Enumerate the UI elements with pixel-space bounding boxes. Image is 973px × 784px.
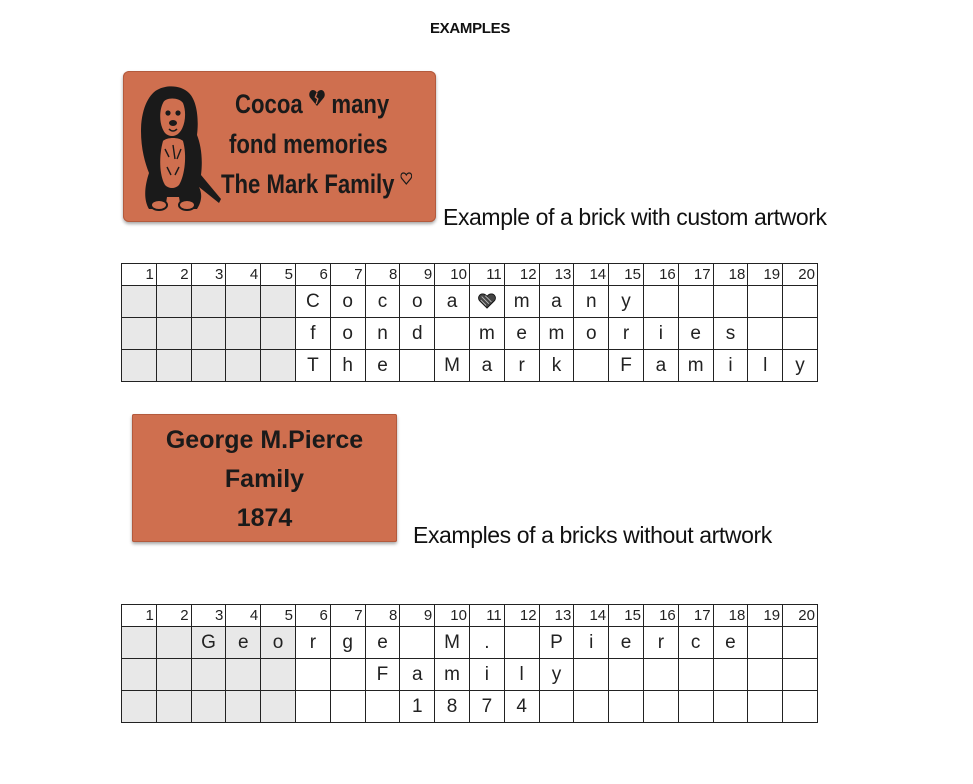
grid-cell: 7 [469,691,504,723]
column-number: 3 [191,605,226,627]
grid-cell: e [365,627,400,659]
grid-cell [261,691,296,723]
grid-cell: r [609,318,644,350]
grid-cell: a [469,350,504,382]
grid-cell: 8 [435,691,470,723]
grid-cell: 4 [504,691,539,723]
grid-cell [435,318,470,350]
grid-cell: s [713,318,748,350]
column-number: 10 [435,605,470,627]
grid-cell: e [713,627,748,659]
grid-cell [261,286,296,318]
grid-cell [783,286,818,318]
column-number: 4 [226,605,261,627]
grid-cell [678,286,713,318]
column-number: 1 [122,605,157,627]
grid-cell [643,286,678,318]
column-number: 8 [365,264,400,286]
grid-cell [261,318,296,350]
grid-cell [748,318,783,350]
grid-cell: e [504,318,539,350]
grid-cell [295,659,330,691]
brick-line-1: Cocoa many [235,89,390,119]
grid-cell [713,691,748,723]
grid-cell [191,659,226,691]
grid-cell: m [539,318,574,350]
grid-cell [122,691,157,723]
grid-cell: r [295,627,330,659]
column-number: 15 [609,605,644,627]
grid-cell [539,691,574,723]
grid-cell: o [574,318,609,350]
column-number: 13 [539,264,574,286]
grid-cell: c [678,627,713,659]
grid-cell: o [261,627,296,659]
brick-line-3: The Mark Family [221,169,412,200]
grid-cell [783,691,818,723]
grid-cell [261,350,296,382]
grid-cell: C [295,286,330,318]
grid-cell [504,627,539,659]
letter-grid-without-artwork [121,604,818,723]
grid-cell [226,350,261,382]
grid-cell: a [435,286,470,318]
column-number: 5 [261,605,296,627]
grid-row [122,627,818,659]
grid-cell: o [330,318,365,350]
grid-cell [122,350,157,382]
grid-cell [713,659,748,691]
grid-cell [156,659,191,691]
brick-without-artwork [132,414,397,542]
grid-cell [226,318,261,350]
column-number: 5 [261,264,296,286]
grid-cell: e [678,318,713,350]
grid-cell: n [574,286,609,318]
column-number: 18 [713,605,748,627]
grid-cell: i [713,350,748,382]
grid-cell [643,691,678,723]
grid-cell [261,659,296,691]
column-number: 4 [226,264,261,286]
column-number: 12 [504,605,539,627]
page-title: EXAMPLES [429,20,511,37]
grid-cell [643,659,678,691]
grid-cell [400,627,435,659]
brick2-line-3: 1874 [236,504,293,532]
caption-with-artwork: Example of a brick with custom artwork [443,204,827,230]
column-number: 9 [400,264,435,286]
grid-cell [191,318,226,350]
column-number: 11 [469,605,504,627]
grid-cell [191,691,226,723]
grid-header-row [122,264,818,286]
grid-cell [122,318,157,350]
column-number: 7 [330,605,365,627]
grid-cell: o [400,286,435,318]
grid-cell [122,286,157,318]
dog-artwork-icon [135,79,223,213]
column-number: 19 [748,605,783,627]
grid-cell: y [539,659,574,691]
column-number: 8 [365,605,400,627]
column-number: 16 [643,605,678,627]
grid-cell: o [330,286,365,318]
grid-cell [574,691,609,723]
grid-cell [330,691,365,723]
grid-cell [122,627,157,659]
grid-header-row [122,605,818,627]
grid-cell: . [469,627,504,659]
column-number: 6 [295,264,330,286]
grid-cell [330,659,365,691]
grid-cell [365,691,400,723]
column-number: 3 [191,264,226,286]
grid-cell: m [435,659,470,691]
column-number: 7 [330,264,365,286]
grid-cell [156,286,191,318]
column-number: 1 [122,264,157,286]
grid-cell: i [469,659,504,691]
grid-cell [156,691,191,723]
broken-heart-icon [309,89,325,107]
column-number: 6 [295,605,330,627]
grid-cell [226,659,261,691]
grid-row [122,286,818,318]
grid-cell [156,627,191,659]
column-number: 17 [678,605,713,627]
column-number: 14 [574,605,609,627]
grid-cell: e [609,627,644,659]
column-number: 13 [539,605,574,627]
column-number: 15 [609,264,644,286]
grid-cell: P [539,627,574,659]
brick2-line-2: Family [224,465,305,493]
column-number: 17 [678,264,713,286]
grid-cell: M [435,350,470,382]
grid-cell: M [435,627,470,659]
grid-cell [400,350,435,382]
brick2-line-1: George M.Pierce [165,426,364,454]
heart-icon [478,293,496,309]
grid-cell [609,691,644,723]
brick-with-artwork [123,71,436,222]
grid-cell [574,659,609,691]
grid-cell: a [643,350,678,382]
grid-cell: l [748,350,783,382]
column-number: 2 [156,264,191,286]
grid-cell [574,350,609,382]
grid-row [122,691,818,723]
grid-cell: F [609,350,644,382]
grid-cell: r [504,350,539,382]
grid-row [122,659,818,691]
grid-cell [748,691,783,723]
grid-cell: r [643,627,678,659]
grid-cell [191,286,226,318]
column-number: 9 [400,605,435,627]
column-number: 11 [469,264,504,286]
grid-cell: g [330,627,365,659]
grid-cell: f [295,318,330,350]
column-number: 18 [713,264,748,286]
brick-line-2: fond memories [229,129,388,159]
grid-cell-heart [469,286,504,318]
grid-cell [609,659,644,691]
column-number: 20 [783,264,818,286]
grid-cell: i [574,627,609,659]
grid-cell [191,350,226,382]
grid-cell: l [504,659,539,691]
grid-cell: m [678,350,713,382]
grid-cell [748,627,783,659]
grid-cell: F [365,659,400,691]
caption-without-artwork: Examples of a bricks without artwork [413,522,772,548]
column-number: 19 [748,264,783,286]
grid-cell: 1 [400,691,435,723]
grid-cell: a [400,659,435,691]
grid-cell: k [539,350,574,382]
grid-row [122,318,818,350]
grid-cell: n [365,318,400,350]
grid-cell [783,318,818,350]
grid-cell [748,286,783,318]
column-number: 20 [783,605,818,627]
heart-outline-icon [401,172,412,185]
grid-cell: T [295,350,330,382]
grid-cell [122,659,157,691]
column-number: 14 [574,264,609,286]
grid-cell: c [365,286,400,318]
grid-cell [783,627,818,659]
grid-cell: e [226,627,261,659]
grid-cell: y [783,350,818,382]
column-number: 2 [156,605,191,627]
column-number: 10 [435,264,470,286]
grid-cell [226,286,261,318]
grid-cell: y [609,286,644,318]
grid-cell [156,350,191,382]
column-number: 16 [643,264,678,286]
grid-cell [748,659,783,691]
grid-cell [295,691,330,723]
grid-cell [678,691,713,723]
grid-cell [678,659,713,691]
grid-cell: m [504,286,539,318]
grid-cell [783,659,818,691]
grid-cell [156,318,191,350]
grid-row [122,350,818,382]
letter-grid-with-artwork [121,263,818,382]
grid-cell: e [365,350,400,382]
grid-cell [226,691,261,723]
column-number: 12 [504,264,539,286]
grid-cell: G [191,627,226,659]
grid-cell: d [400,318,435,350]
grid-cell: m [469,318,504,350]
grid-cell: i [643,318,678,350]
grid-cell: a [539,286,574,318]
grid-cell [713,286,748,318]
grid-cell: h [330,350,365,382]
